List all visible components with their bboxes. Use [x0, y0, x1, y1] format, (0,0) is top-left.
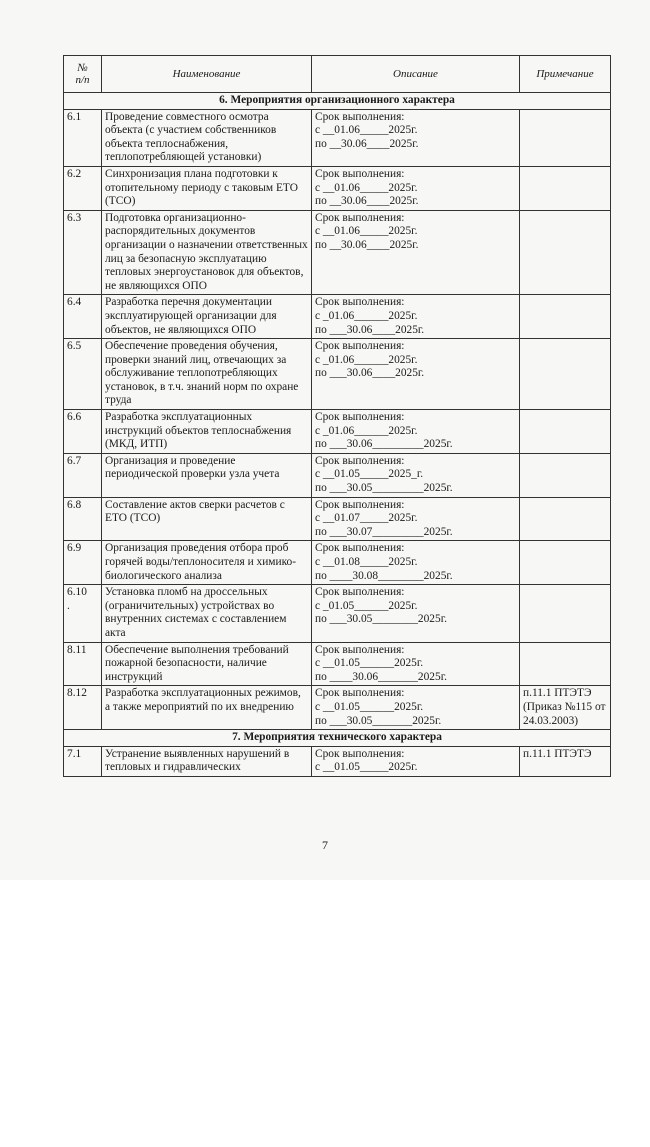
header-name: Наименование: [102, 56, 312, 93]
table-row: [64, 210, 611, 295]
row-name-cell: Обеспечение выполнения требований пожарной безопасности, наличие инструкций: [102, 642, 312, 686]
section-title: 6. Мероприятия организационного характера: [64, 93, 611, 110]
row-name-cell: Проведение совместного осмотра объекта (с участием собственников объекта теплоснабжения, теплопотребляющей установки): [102, 109, 312, 166]
row-note-cell: [520, 410, 611, 454]
table-row: [64, 585, 611, 642]
row-description-cell: Срок выполнения: с _01.06______2025г. по ___30.06____2025г.: [312, 339, 520, 410]
row-number-cell: 6.6: [64, 410, 102, 454]
row-name-cell: Устранение выявленных нарушений в тепловых и гидравлических: [102, 746, 312, 776]
row-number-cell: 6.7: [64, 453, 102, 497]
row-name-cell: Организация проведения отбора проб горячей воды/теплоносителя и химико-биологического анализа: [102, 541, 312, 585]
row-name-cell: Подготовка организационно-распорядительных документов организации о назначении ответственных лиц за безопасную эксплуатацию тепловых энергоустановок для объектов, не являющихся ОПО: [102, 210, 312, 295]
row-description-cell: Срок выполнения: с __01.08_____2025г. по ____30.08________2025г.: [312, 541, 520, 585]
row-description-cell: Срок выполнения: с __01.06_____2025г. по __30.06____2025г.: [312, 109, 520, 166]
table-row: [64, 166, 611, 210]
row-note-cell: [520, 166, 611, 210]
row-note-cell: [520, 210, 611, 295]
row-note-cell: [520, 541, 611, 585]
row-note-cell: [520, 339, 611, 410]
row-note-cell: п.11.1 ПТЭТЭ (Приказ №115 от 24.03.2003): [520, 686, 611, 730]
table-header-row: [64, 56, 611, 93]
row-description-cell: Срок выполнения: с __01.05_____2025г.: [312, 746, 520, 776]
row-note-cell: [520, 585, 611, 642]
row-number-cell: 8.11: [64, 642, 102, 686]
section-title: 7. Мероприятия технического характера: [64, 730, 611, 747]
row-number-cell: 8.12: [64, 686, 102, 730]
header-num: № п/п: [64, 56, 102, 93]
row-number-cell: 6.5: [64, 339, 102, 410]
table-row: [64, 642, 611, 686]
table-body: [64, 93, 611, 777]
row-number-cell: 6.2: [64, 166, 102, 210]
row-name-cell: Составление актов сверки расчетов с ЕТО (ТСО): [102, 497, 312, 541]
row-name-cell: Разработка перечня документации эксплуатирующей организации для объектов, не являющихся ОПО: [102, 295, 312, 339]
row-name-cell: Обеспечение проведения обучения, проверки знаний лиц, отвечающих за обслуживание теплопотребляющих установок, в т.ч. знаний норм по охране труда: [102, 339, 312, 410]
row-description-cell: Срок выполнения: с __01.06_____2025г. по __30.06____2025г.: [312, 210, 520, 295]
row-note-cell: [520, 109, 611, 166]
row-description-cell: Срок выполнения: с __01.07_____2025г. по ___30.07_________2025г.: [312, 497, 520, 541]
row-number-cell: 6.1: [64, 109, 102, 166]
row-note-cell: п.11.1 ПТЭТЭ: [520, 746, 611, 776]
header-desc: Описание: [312, 56, 520, 93]
row-description-cell: Срок выполнения: с _01.06______2025г. по ___30.06_________2025г.: [312, 410, 520, 454]
row-number-cell: 6.8: [64, 497, 102, 541]
row-note-cell: [520, 642, 611, 686]
table-row: [64, 109, 611, 166]
section-heading-row: [64, 730, 611, 747]
row-name-cell: Установка пломб на дроссельных (ограничительных) устройствах во внутренних системах с составлением акта: [102, 585, 312, 642]
table-row: [64, 410, 611, 454]
table-row: [64, 746, 611, 776]
row-name-cell: Разработка эксплуатационных режимов, а также мероприятий по их внедрению: [102, 686, 312, 730]
row-description-cell: Срок выполнения: с __01.05______2025г. по ___30.05_______2025г.: [312, 686, 520, 730]
table-row: [64, 686, 611, 730]
table-row: [64, 541, 611, 585]
row-number-cell: 6.10 .: [64, 585, 102, 642]
table-row: [64, 339, 611, 410]
page-number: 7: [322, 838, 328, 852]
row-name-cell: Синхронизация плана подготовки к отопительному периоду с таковым ЕТО (ТСО): [102, 166, 312, 210]
table-row: [64, 497, 611, 541]
section-heading-row: [64, 93, 611, 110]
row-number-cell: 7.1: [64, 746, 102, 776]
row-name-cell: Разработка эксплуатационных инструкций объектов теплоснабжения (МКД, ИТП): [102, 410, 312, 454]
row-description-cell: Срок выполнения: с _01.05______2025г. по ___30.05________2025г.: [312, 585, 520, 642]
row-number-cell: 6.9: [64, 541, 102, 585]
row-name-cell: Организация и проведение периодической проверки узла учета: [102, 453, 312, 497]
row-note-cell: [520, 453, 611, 497]
row-number-cell: 6.3: [64, 210, 102, 295]
row-description-cell: Срок выполнения: с __01.05_____2025_г. по ___30.05_________2025г.: [312, 453, 520, 497]
row-description-cell: Срок выполнения: с __01.06_____2025г. по __30.06____2025г.: [312, 166, 520, 210]
row-note-cell: [520, 295, 611, 339]
table-row: [64, 453, 611, 497]
table-row: [64, 295, 611, 339]
row-description-cell: Срок выполнения: с __01.05______2025г. по ____30.06_______2025г.: [312, 642, 520, 686]
row-description-cell: Срок выполнения: с _01.06______2025г. по ___30.06____2025г.: [312, 295, 520, 339]
row-number-cell: 6.4: [64, 295, 102, 339]
measures-table: [63, 55, 611, 777]
header-note: Примечание: [520, 56, 611, 93]
row-note-cell: [520, 497, 611, 541]
